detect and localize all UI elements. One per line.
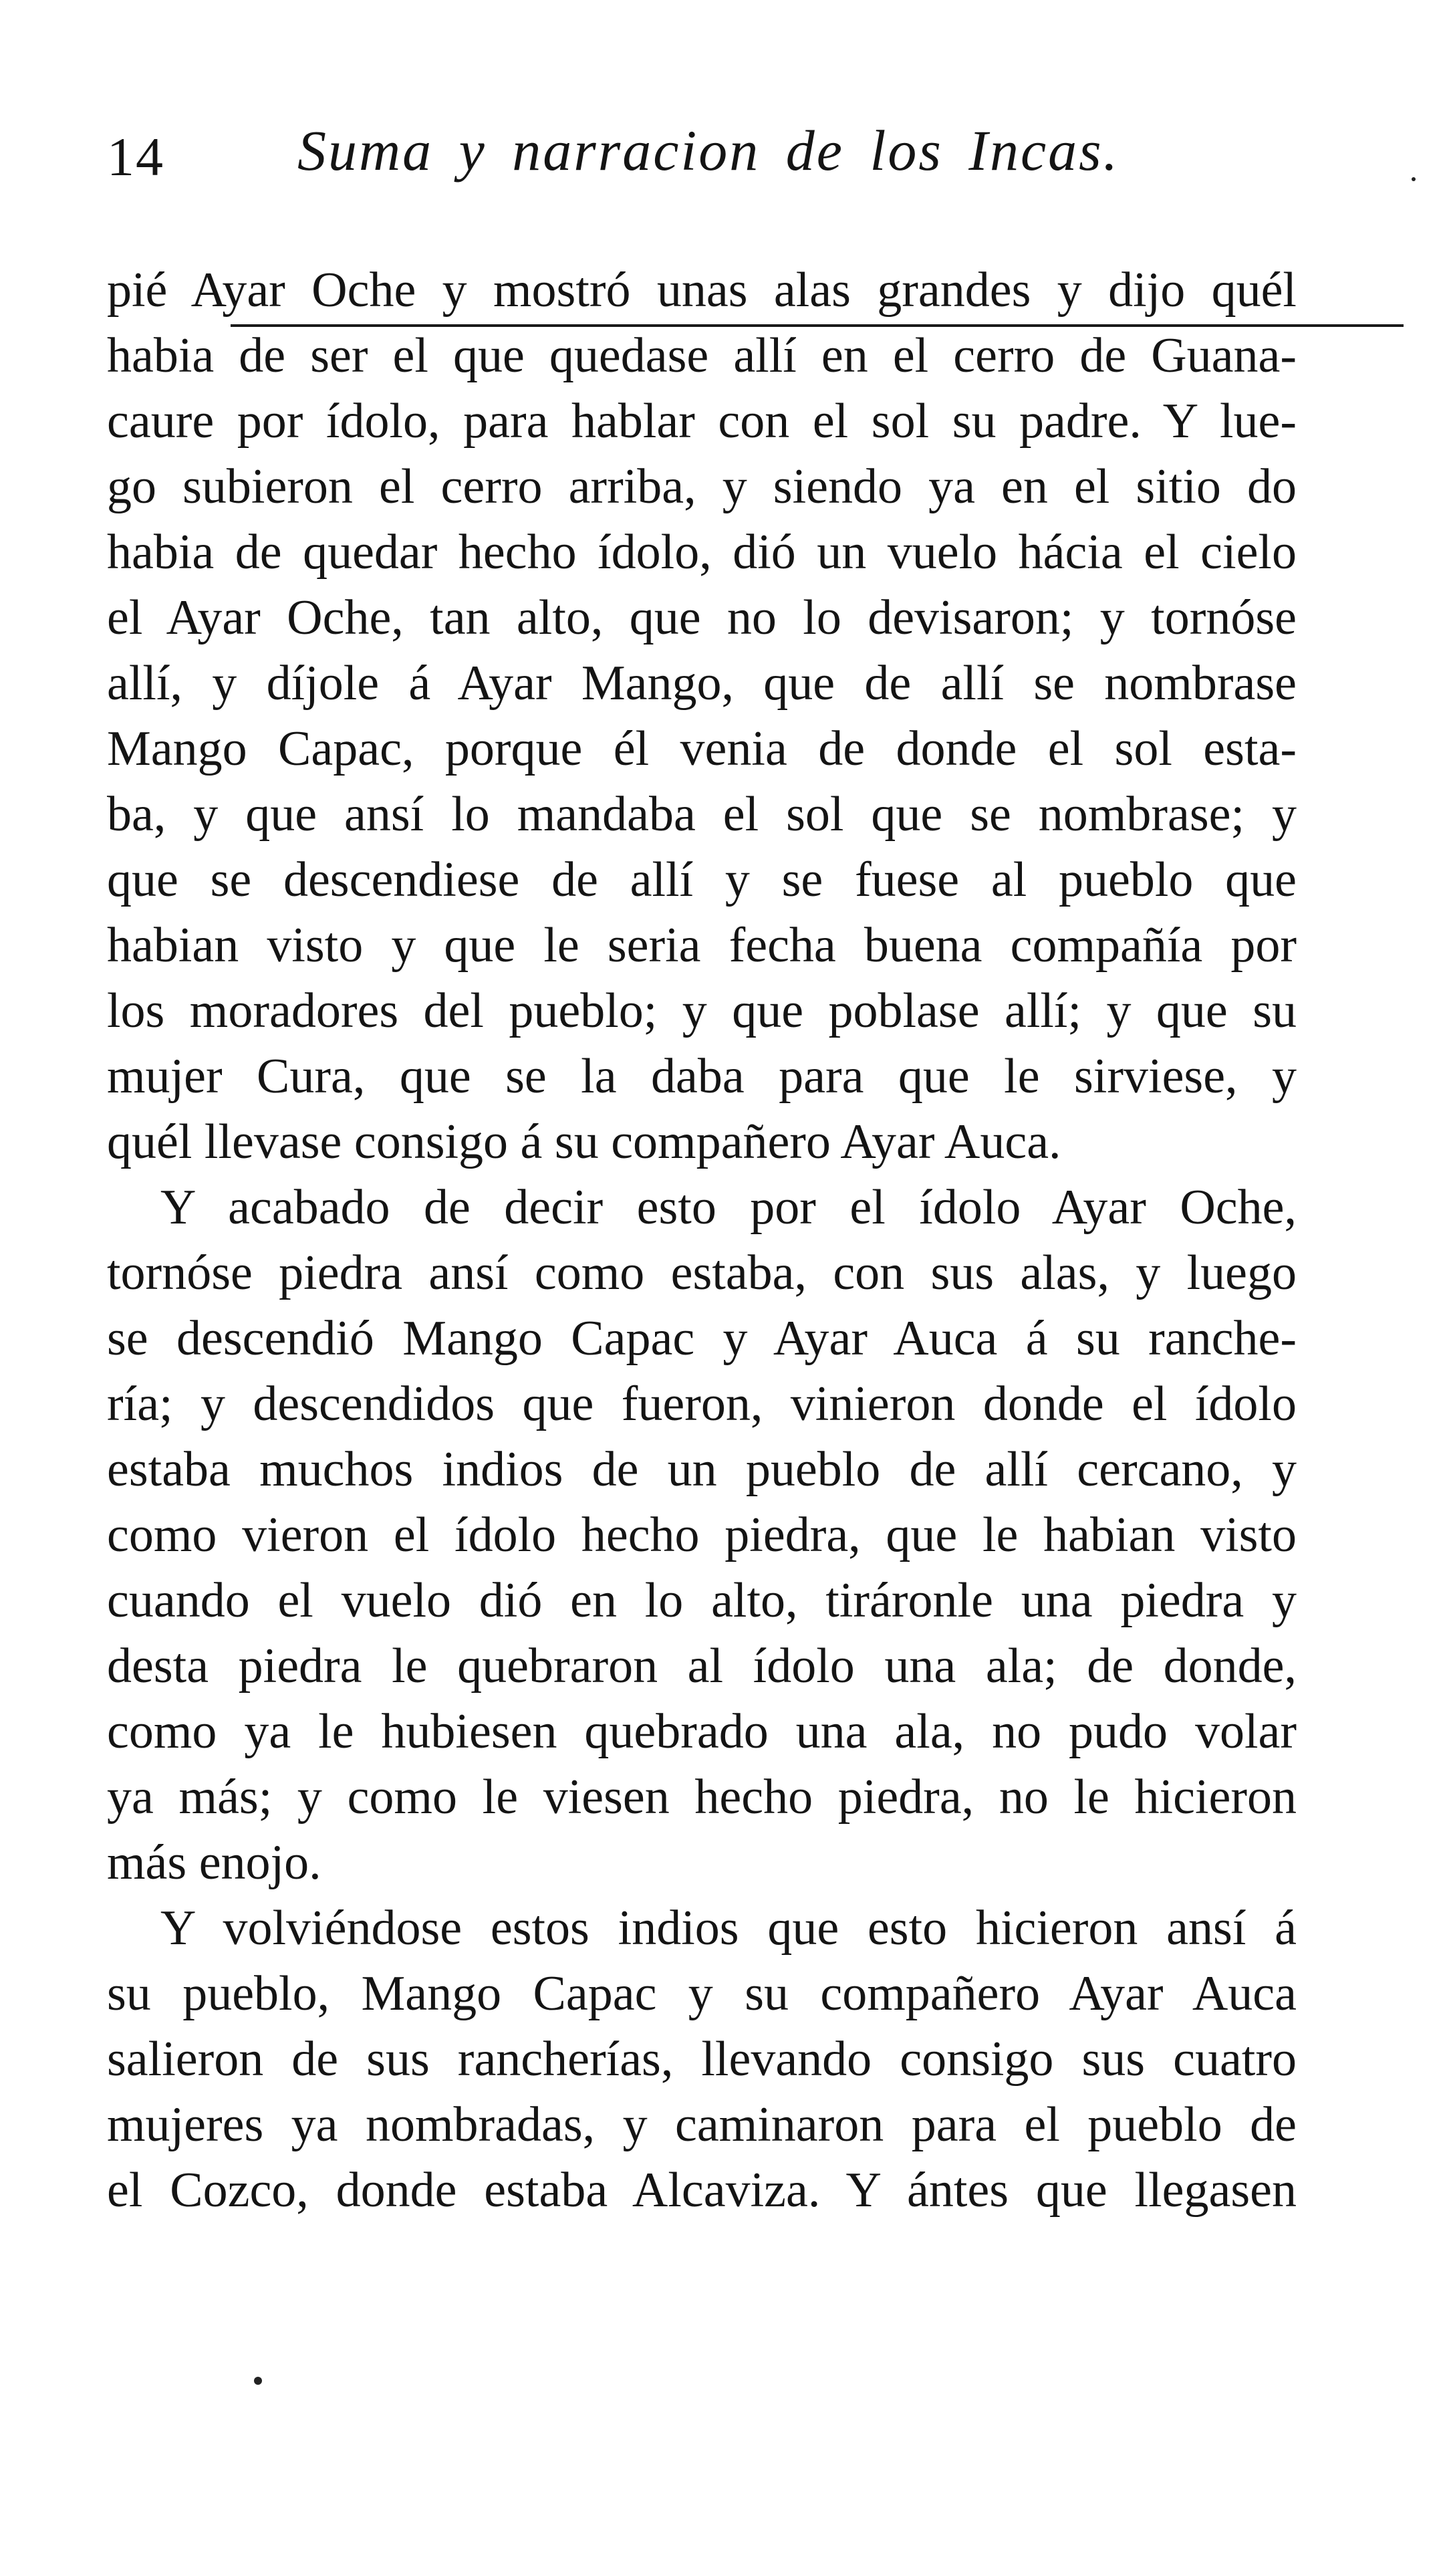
text-line: ba, y que ansí lo mandaba el sol que se nombrase; y bbox=[107, 787, 1297, 842]
text-line: habian visto y que le seria fecha buena compañía por bbox=[107, 918, 1297, 973]
text-line: su pueblo, Mango Capac y su compañero Ayar Auca bbox=[107, 1966, 1297, 2021]
text-line: mujeres ya nombradas, y caminaron para el pueblo de bbox=[107, 2097, 1297, 2152]
running-title: Suma y narracion de los Incas. bbox=[297, 118, 1120, 183]
text-line: desta piedra le quebraron al ídolo una ala; de donde, bbox=[107, 1639, 1297, 1693]
paragraph bbox=[107, 1895, 1297, 2223]
ink-speck bbox=[1412, 177, 1416, 181]
text-line: los moradores del pueblo; y que poblase allí; y que su bbox=[107, 983, 1297, 1038]
text-line: quél llevase consigo á su compañero Ayar Auca. bbox=[107, 1115, 1061, 1169]
text-line: el Ayar Oche, tan alto, que no lo devisaron; y tornóse bbox=[107, 590, 1297, 645]
page-header bbox=[107, 114, 1297, 214]
text-line: como ya le hubiesen quebrado una ala, no pudo volar bbox=[107, 1704, 1297, 1759]
text-line: go subieron el cerro arriba, y siendo ya en el sitio do bbox=[107, 459, 1297, 514]
text-line: Mango Capac, porque él venia de donde el sol esta- bbox=[107, 721, 1297, 776]
text-line: pié Ayar Oche y mostró unas alas grandes y dijo quél bbox=[107, 263, 1297, 318]
text-line: caure por ídolo, para hablar con el sol su padre. Y lue- bbox=[107, 394, 1297, 449]
text-line: ya más; y como le viesen hecho piedra, no le hicieron bbox=[107, 1770, 1297, 1825]
paragraph bbox=[107, 1175, 1297, 1895]
ink-speck bbox=[254, 2377, 262, 2385]
text-line: habia de quedar hecho ídolo, dió un vuelo hácia el cielo bbox=[107, 525, 1297, 580]
text-line: más enojo. bbox=[107, 1835, 321, 1890]
text-line: habia de ser el que quedase allí en el cerro de Guana- bbox=[107, 328, 1297, 383]
text-line: el Cozco, donde estaba Alcaviza. Y ántes que llegasen bbox=[107, 2163, 1297, 2218]
text-line: salieron de sus rancherías, llevando consigo sus cuatro bbox=[107, 2032, 1297, 2087]
text-line: ría; y descendidos que fueron, vinieron donde el ídolo bbox=[107, 1377, 1297, 1431]
paragraph bbox=[107, 257, 1297, 1175]
text-line: Y volviéndose estos indios que esto hicieron ansí á bbox=[160, 1901, 1297, 1956]
text-line: se descendió Mango Capac y Ayar Auca á su ranche- bbox=[107, 1311, 1297, 1366]
text-line: tornóse piedra ansí como estaba, con sus alas, y luego bbox=[107, 1246, 1297, 1300]
text-line: cuando el vuelo dió en lo alto, tiráronle una piedra y bbox=[107, 1573, 1297, 1628]
text-line: como vieron el ídolo hecho piedra, que le habian visto bbox=[107, 1508, 1297, 1562]
text-line: Y acabado de decir esto por el ídolo Ayar Oche, bbox=[160, 1180, 1297, 1235]
page-number: 14 bbox=[107, 126, 164, 187]
text-line: mujer Cura, que se la daba para que le sirviese, y bbox=[107, 1049, 1297, 1104]
text-line: que se descendiese de allí y se fuese al pueblo que bbox=[107, 852, 1297, 907]
body-text bbox=[107, 257, 1297, 2223]
text-line: estaba muchos indios de un pueblo de allí cercano, y bbox=[107, 1442, 1297, 1497]
text-line: allí, y díjole á Ayar Mango, que de allí se nombrase bbox=[107, 656, 1297, 711]
